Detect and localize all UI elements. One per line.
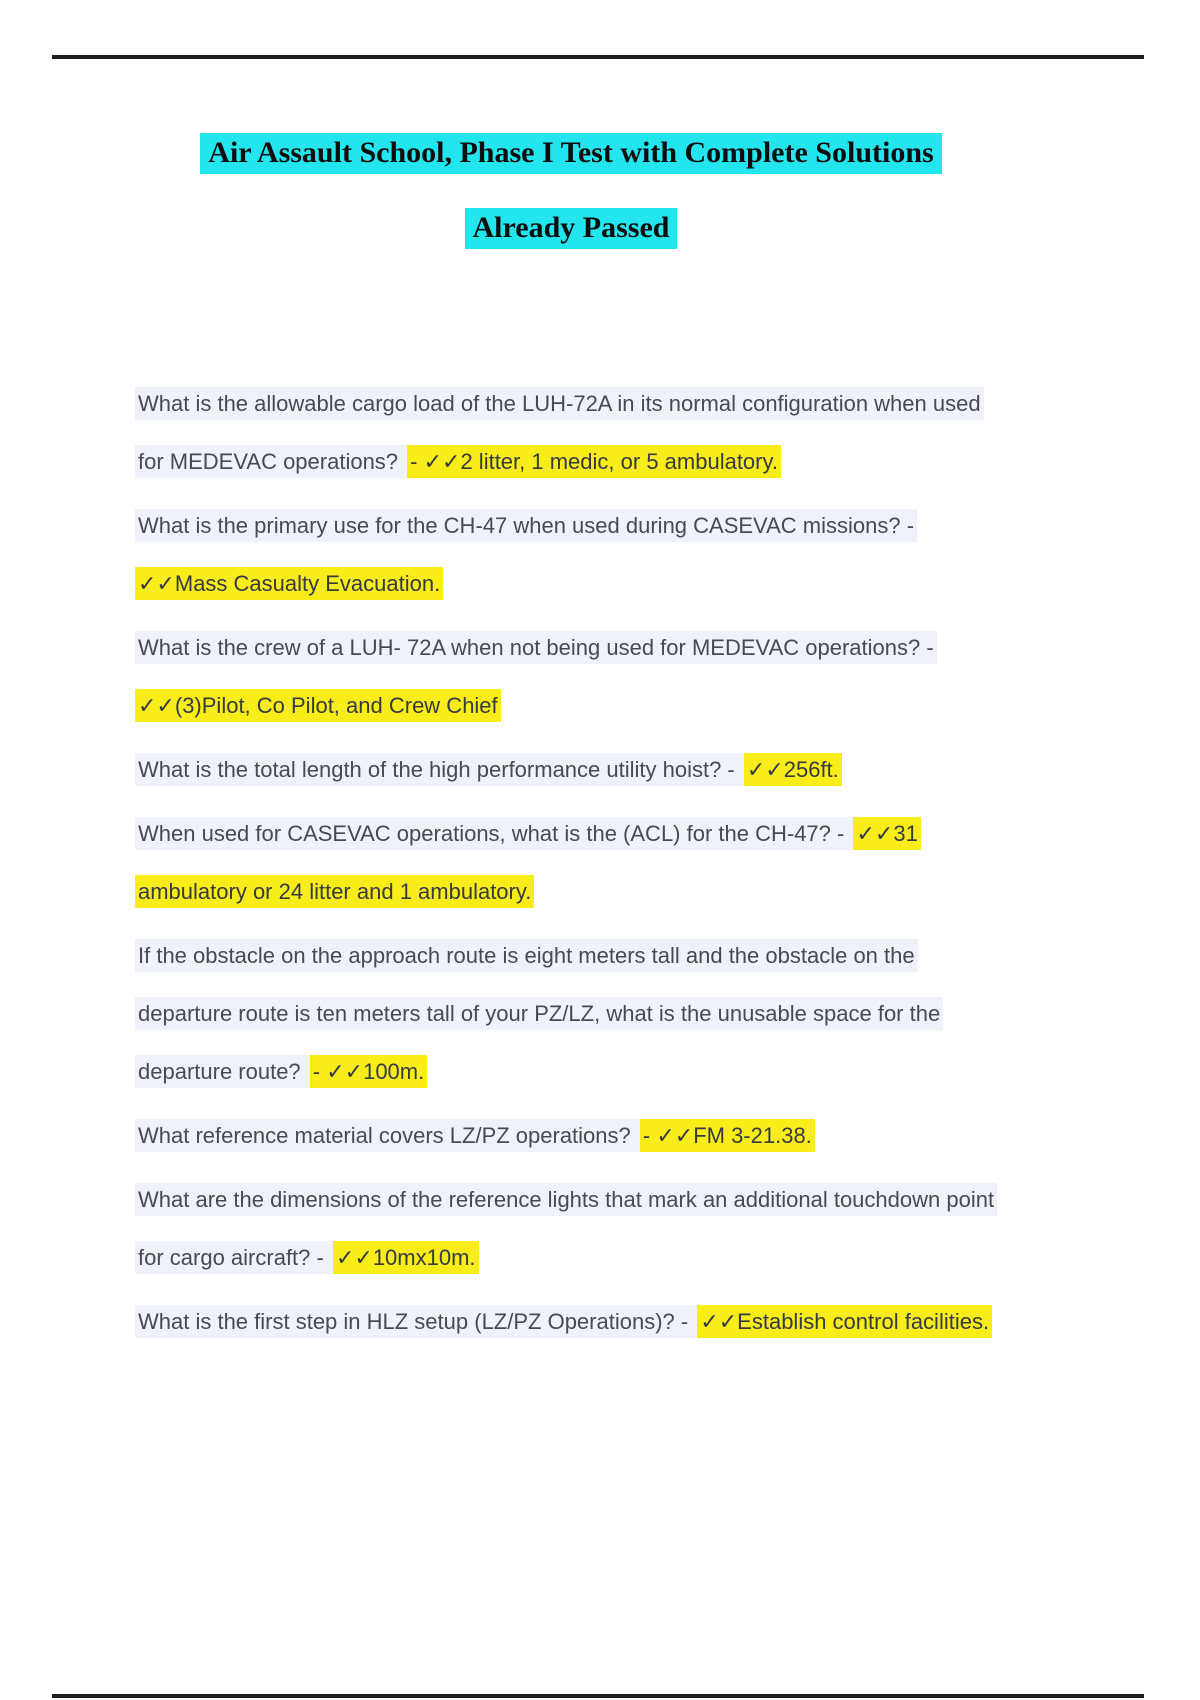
question-text: If the obstacle on the approach route is eight meters tall and the obstacle on the <box>135 939 918 972</box>
text-line <box>135 741 1015 799</box>
text-line <box>135 805 1015 863</box>
qa-paragraph <box>135 805 1015 921</box>
qa-paragraph <box>135 497 1015 613</box>
answer-text: ✓✓10mx10m. <box>333 1241 479 1274</box>
qa-body <box>135 375 1015 1357</box>
qa-paragraph <box>135 619 1015 735</box>
answer-text: ✓✓(3)Pilot, Co Pilot, and Crew Chief <box>135 689 501 722</box>
qa-paragraph <box>135 1293 1015 1351</box>
question-text: When used for CASEVAC operations, what is the (ACL) for the CH-47? - <box>135 817 853 850</box>
answer-text: ✓✓Establish control facilities. <box>697 1305 992 1338</box>
qa-paragraph <box>135 741 1015 799</box>
answer-text: ambulatory or 24 litter and 1 ambulatory. <box>135 875 534 908</box>
document-title-line-1: Air Assault School, Phase I Test with Complete Solutions <box>200 133 941 174</box>
question-text: for MEDEVAC operations? <box>135 445 407 478</box>
question-text: What are the dimensions of the reference lights that mark an additional touchdown point <box>135 1183 997 1216</box>
answer-text: - ✓✓FM 3-21.38. <box>640 1119 815 1152</box>
document-title-line-2: Already Passed <box>465 208 678 249</box>
question-text: for cargo aircraft? - <box>135 1241 333 1274</box>
text-line <box>135 1107 1015 1165</box>
answer-text: ✓✓256ft. <box>744 753 842 786</box>
text-line <box>135 555 1015 613</box>
qa-paragraph <box>135 1107 1015 1165</box>
question-text: What is the total length of the high performance utility hoist? - <box>135 753 744 786</box>
answer-text: ✓✓Mass Casualty Evacuation. <box>135 567 443 600</box>
qa-paragraph <box>135 375 1015 491</box>
answer-text: - ✓✓2 litter, 1 medic, or 5 ambulatory. <box>407 445 781 478</box>
qa-paragraph <box>135 927 1015 1101</box>
text-line <box>135 677 1015 735</box>
document-title-row-1 <box>135 131 1007 175</box>
text-line <box>135 1171 1015 1229</box>
text-line <box>135 375 1015 433</box>
answer-text: - ✓✓100m. <box>310 1055 427 1088</box>
text-line <box>135 1043 1015 1101</box>
bottom-border-line <box>52 1694 1144 1698</box>
text-line <box>135 985 1015 1043</box>
question-text: departure route is ten meters tall of your PZ/LZ, what is the unusable space for the <box>135 997 943 1030</box>
document-title <box>135 131 1007 250</box>
text-line <box>135 1229 1015 1287</box>
question-text: What is the crew of a LUH- 72A when not being used for MEDEVAC operations? - <box>135 631 937 664</box>
answer-text: ✓✓31 <box>853 817 920 850</box>
question-text: departure route? <box>135 1055 310 1088</box>
question-text: What is the allowable cargo load of the LUH-72A in its normal configuration when used <box>135 387 984 420</box>
text-line <box>135 619 1015 677</box>
qa-paragraph <box>135 1171 1015 1287</box>
question-text: What reference material covers LZ/PZ operations? <box>135 1119 640 1152</box>
question-text: What is the primary use for the CH-47 when used during CASEVAC missions? - <box>135 509 917 542</box>
text-line <box>135 927 1015 985</box>
document-title-row-2 <box>135 206 1007 250</box>
top-border-line <box>52 55 1144 59</box>
text-line <box>135 1293 1015 1351</box>
question-text: What is the first step in HLZ setup (LZ/PZ Operations)? - <box>135 1305 697 1338</box>
text-line <box>135 863 1015 921</box>
text-line <box>135 433 1015 491</box>
text-line <box>135 497 1015 555</box>
